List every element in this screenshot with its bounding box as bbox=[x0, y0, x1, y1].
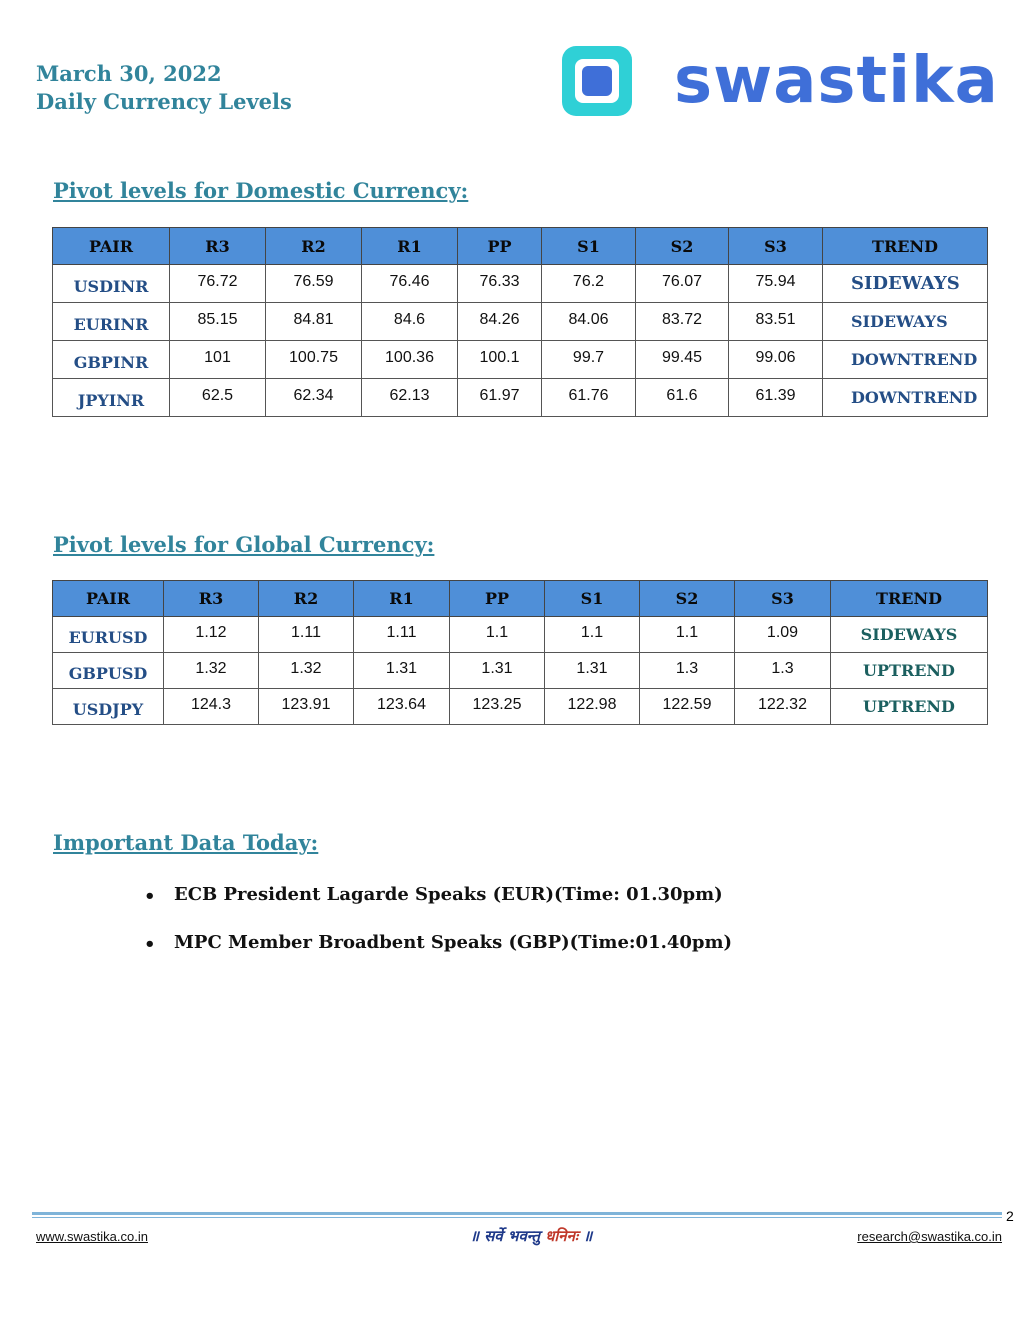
table-header-row bbox=[53, 581, 988, 617]
level-cell: 101 bbox=[170, 341, 266, 379]
level-cell: 83.51 bbox=[729, 303, 823, 341]
level-cell: 122.98 bbox=[545, 689, 640, 725]
level-cell: 1.32 bbox=[164, 653, 259, 689]
bullet-icon: • bbox=[144, 934, 156, 955]
level-cell: 123.25 bbox=[450, 689, 545, 725]
level-cell: 61.6 bbox=[636, 379, 729, 417]
level-cell: 61.76 bbox=[542, 379, 636, 417]
footer-divider bbox=[32, 1212, 1002, 1215]
column-header: PAIR bbox=[53, 228, 170, 265]
level-cell: 76.46 bbox=[362, 265, 458, 303]
level-cell: 123.64 bbox=[354, 689, 450, 725]
level-cell: 84.81 bbox=[266, 303, 362, 341]
page-number: 2 bbox=[1006, 1208, 1014, 1224]
currency-pair-cell: EURUSD bbox=[53, 617, 164, 653]
column-header: PAIR bbox=[53, 581, 164, 617]
level-cell: 76.33 bbox=[458, 265, 542, 303]
level-cell: 1.1 bbox=[450, 617, 545, 653]
level-cell: 62.5 bbox=[170, 379, 266, 417]
level-cell: 99.7 bbox=[542, 341, 636, 379]
level-cell: 85.15 bbox=[170, 303, 266, 341]
header-block bbox=[36, 60, 292, 116]
column-header: PP bbox=[450, 581, 545, 617]
column-header: S2 bbox=[640, 581, 735, 617]
table-row bbox=[53, 689, 988, 725]
currency-pair-cell: USDJPY bbox=[53, 689, 164, 725]
column-header: R1 bbox=[354, 581, 450, 617]
table-row bbox=[53, 617, 988, 653]
column-header: S1 bbox=[542, 228, 636, 265]
table-row bbox=[53, 341, 988, 379]
table-header-row bbox=[53, 228, 988, 265]
level-cell: 100.36 bbox=[362, 341, 458, 379]
level-cell: 122.32 bbox=[735, 689, 831, 725]
column-header: R3 bbox=[164, 581, 259, 617]
level-cell: 76.07 bbox=[636, 265, 729, 303]
level-cell: 1.09 bbox=[735, 617, 831, 653]
website-link[interactable]: www.swastika.co.in bbox=[36, 1229, 148, 1244]
footer-motto: ॥ सर्वे भवन्तु धनिनः ॥ bbox=[470, 1227, 593, 1245]
column-header: R3 bbox=[170, 228, 266, 265]
column-header: R2 bbox=[266, 228, 362, 265]
trend-cell: SIDEWAYS bbox=[823, 265, 988, 303]
column-header: TREND bbox=[831, 581, 988, 617]
table-row bbox=[53, 379, 988, 417]
global-pivot-table bbox=[52, 580, 988, 725]
column-header: S3 bbox=[735, 581, 831, 617]
table-row bbox=[53, 265, 988, 303]
level-cell: 123.91 bbox=[259, 689, 354, 725]
trend-cell: SIDEWAYS bbox=[831, 617, 988, 653]
list-item: • ECB President Lagarde Speaks (EUR)(Time: 01.30pm) bbox=[144, 884, 723, 907]
level-cell: 61.39 bbox=[729, 379, 823, 417]
level-cell: 61.97 bbox=[458, 379, 542, 417]
level-cell: 84.06 bbox=[542, 303, 636, 341]
column-header: S1 bbox=[545, 581, 640, 617]
table-row bbox=[53, 303, 988, 341]
report-subtitle: Daily Currency Levels bbox=[36, 89, 292, 114]
list-item: • MPC Member Broadbent Speaks (GBP)(Time:01.40pm) bbox=[144, 932, 733, 955]
important-section-title: Important Data Today: bbox=[53, 830, 319, 855]
table-row bbox=[53, 653, 988, 689]
level-cell: 1.3 bbox=[735, 653, 831, 689]
currency-pair-cell: EURINR bbox=[53, 303, 170, 341]
level-cell: 84.26 bbox=[458, 303, 542, 341]
trend-cell: UPTREND bbox=[831, 653, 988, 689]
currency-pair-cell: GBPUSD bbox=[53, 653, 164, 689]
column-header: R1 bbox=[362, 228, 458, 265]
bullet-icon: • bbox=[144, 886, 156, 907]
column-header: S2 bbox=[636, 228, 729, 265]
level-cell: 1.1 bbox=[640, 617, 735, 653]
logo-wordmark: swastika bbox=[674, 44, 999, 118]
trend-cell: DOWNTREND bbox=[823, 341, 988, 379]
currency-pair-cell: USDINR bbox=[53, 265, 170, 303]
level-cell: 62.34 bbox=[266, 379, 362, 417]
column-header: TREND bbox=[823, 228, 988, 265]
important-data-list bbox=[140, 884, 732, 980]
level-cell: 84.6 bbox=[362, 303, 458, 341]
level-cell: 75.94 bbox=[729, 265, 823, 303]
global-section-title: Pivot levels for Global Currency: bbox=[53, 532, 435, 557]
currency-pair-cell: JPYINR bbox=[53, 379, 170, 417]
logo-mark-icon bbox=[560, 44, 634, 118]
swastika-logo bbox=[560, 42, 1010, 120]
level-cell: 124.3 bbox=[164, 689, 259, 725]
level-cell: 100.75 bbox=[266, 341, 362, 379]
level-cell: 1.11 bbox=[354, 617, 450, 653]
domestic-section-title: Pivot levels for Domestic Currency: bbox=[53, 178, 469, 203]
trend-cell: UPTREND bbox=[831, 689, 988, 725]
trend-cell: DOWNTREND bbox=[823, 379, 988, 417]
level-cell: 1.31 bbox=[450, 653, 545, 689]
level-cell: 62.13 bbox=[362, 379, 458, 417]
level-cell: 1.12 bbox=[164, 617, 259, 653]
column-header: R2 bbox=[259, 581, 354, 617]
level-cell: 76.2 bbox=[542, 265, 636, 303]
email-link[interactable]: research@swastika.co.in bbox=[857, 1229, 1002, 1244]
level-cell: 1.3 bbox=[640, 653, 735, 689]
level-cell: 99.45 bbox=[636, 341, 729, 379]
level-cell: 100.1 bbox=[458, 341, 542, 379]
level-cell: 1.11 bbox=[259, 617, 354, 653]
footer-divider-thin bbox=[32, 1217, 1002, 1218]
level-cell: 122.59 bbox=[640, 689, 735, 725]
level-cell: 99.06 bbox=[729, 341, 823, 379]
level-cell: 83.72 bbox=[636, 303, 729, 341]
currency-pair-cell: GBPINR bbox=[53, 341, 170, 379]
level-cell: 1.1 bbox=[545, 617, 640, 653]
level-cell: 76.59 bbox=[266, 265, 362, 303]
level-cell: 76.72 bbox=[170, 265, 266, 303]
level-cell: 1.32 bbox=[259, 653, 354, 689]
report-date: March 30, 2022 bbox=[36, 61, 222, 86]
level-cell: 1.31 bbox=[545, 653, 640, 689]
domestic-pivot-table bbox=[52, 227, 988, 417]
column-header: S3 bbox=[729, 228, 823, 265]
column-header: PP bbox=[458, 228, 542, 265]
level-cell: 1.31 bbox=[354, 653, 450, 689]
trend-cell: SIDEWAYS bbox=[823, 303, 988, 341]
